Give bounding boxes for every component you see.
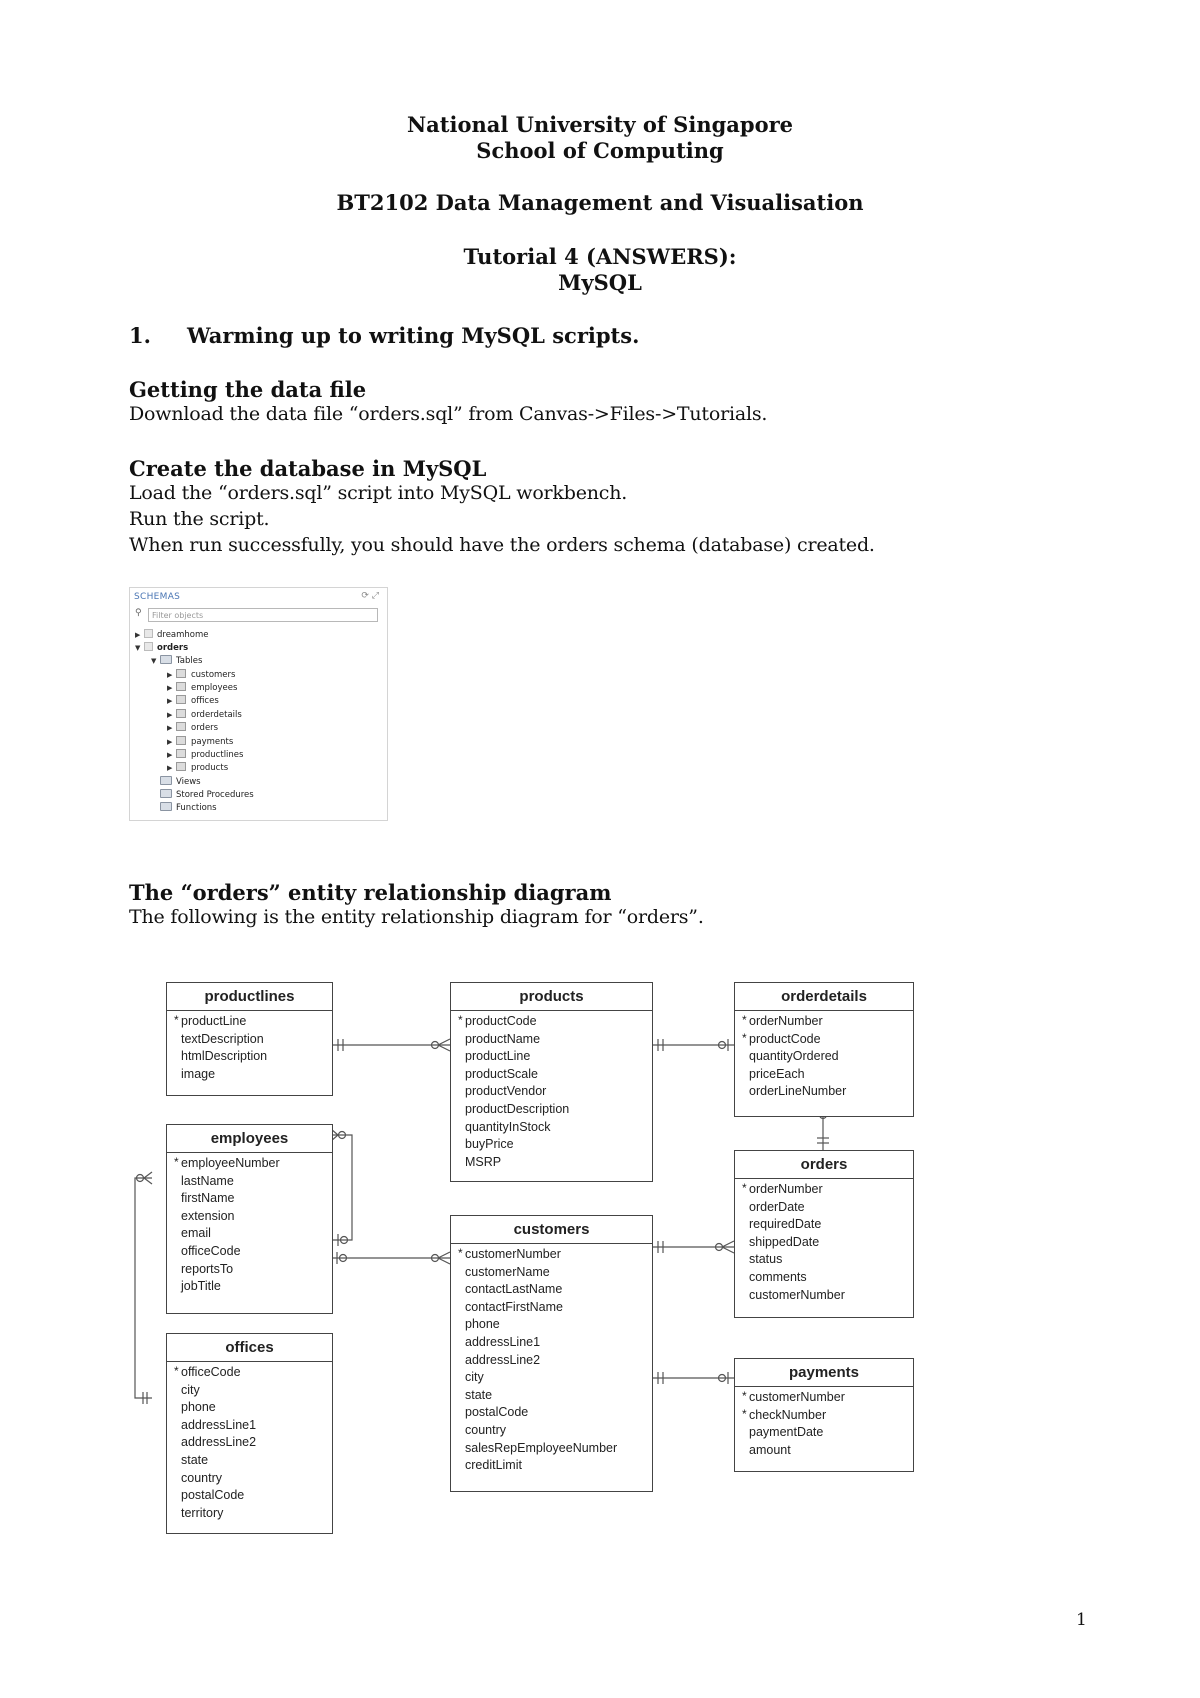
topic-title: MySQL: [558, 270, 642, 295]
entity-offices: offices * officeCode city phone addressLine1 addressLine2 state country postalCode territory: [166, 1333, 333, 1534]
field: quantityOrdered: [749, 1049, 839, 1064]
field: addressLine1: [181, 1417, 257, 1432]
field: salesRepEmployeeNumber: [465, 1440, 618, 1455]
question-number: 1.: [129, 323, 151, 348]
course-title: BT2102 Data Management and Visualisation: [336, 190, 864, 215]
tree-item-dreamhome[interactable]: ▶ dreamhome: [135, 630, 209, 640]
er-diagram: [120, 960, 940, 1540]
field: comments: [749, 1269, 807, 1284]
pk-field: * checkNumber: [749, 1407, 913, 1425]
folder-icon: [160, 776, 172, 785]
field: customerNumber: [749, 1287, 845, 1302]
pk-field: * productLine: [181, 1013, 332, 1031]
tutorial-title: Tutorial 4 (ANSWERS):: [463, 244, 737, 269]
field: contactLastName: [465, 1282, 563, 1297]
field: contactFirstName: [465, 1299, 563, 1314]
folder-icon: [160, 802, 172, 811]
field: city: [181, 1382, 200, 1397]
folder-icon: [160, 789, 172, 798]
question-title: Warming up to writing MySQL scripts.: [187, 323, 640, 348]
field: textDescription: [181, 1031, 264, 1046]
tree-item-table[interactable]: ▶ employees: [167, 683, 238, 693]
tree-item-table[interactable]: ▶ products: [167, 763, 229, 773]
filter-objects-input[interactable]: Filter objects: [148, 608, 378, 622]
expand-arrow-icon[interactable]: ▶: [167, 684, 173, 692]
field: jobTitle: [181, 1279, 221, 1294]
expand-arrow-icon[interactable]: ▶: [167, 738, 173, 746]
field: image: [181, 1066, 216, 1081]
expand-arrow-icon[interactable]: ▶: [167, 751, 173, 759]
tree-item-table[interactable]: ▶ customers: [167, 670, 236, 680]
tree-item-views[interactable]: Views: [160, 776, 201, 789]
field: territory: [181, 1505, 224, 1520]
expand-arrow-icon[interactable]: ▶: [167, 711, 173, 719]
table-icon: [176, 709, 186, 718]
field: priceEach: [749, 1066, 805, 1081]
school-name: School of Computing: [476, 138, 724, 163]
entity-orders: orders * orderNumber orderDate requiredDate shippedDate status comments customerNumber: [734, 1150, 914, 1318]
schema-navigator-panel: [129, 587, 388, 821]
pk-field: * employeeNumber: [181, 1155, 332, 1173]
field: productName: [465, 1031, 541, 1046]
field: quantityInStock: [465, 1119, 551, 1134]
field: htmlDescription: [181, 1049, 268, 1064]
pk-field: * customerNumber: [465, 1246, 652, 1264]
tree-item-tables[interactable]: ▼ Tables: [151, 656, 203, 666]
datafile-heading: Getting the data file: [129, 377, 367, 402]
entity-payments: payments * customerNumber * checkNumber paymentDate amount: [734, 1358, 914, 1472]
create-heading: Create the database in MySQL: [129, 456, 487, 481]
field: phone: [181, 1400, 216, 1415]
tree-item-functions[interactable]: Functions: [160, 802, 217, 815]
expand-arrow-icon[interactable]: ▶: [135, 631, 141, 639]
field: extension: [181, 1208, 235, 1223]
field: creditLimit: [465, 1458, 522, 1473]
field: addressLine2: [181, 1435, 257, 1450]
field: MSRP: [465, 1154, 502, 1169]
tree-item-table[interactable]: ▶ payments: [167, 737, 234, 747]
entity-employees: employees * employeeNumber lastName firstName extension email officeCode reportsTo jobTitle: [166, 1124, 333, 1314]
entity-orderdetails: orderdetails * orderNumber * productCode quantityOrdered priceEach orderLineNumber: [734, 982, 914, 1117]
tree-item-table[interactable]: ▶ offices: [167, 696, 219, 706]
pk-field: * customerNumber: [749, 1389, 913, 1407]
field: productDescription: [465, 1101, 570, 1116]
database-icon: [144, 642, 153, 651]
field: country: [181, 1470, 222, 1485]
field: productLine: [465, 1049, 531, 1064]
field: orderDate: [749, 1199, 805, 1214]
table-icon: [176, 736, 186, 745]
field: orderLineNumber: [749, 1084, 847, 1099]
field: requiredDate: [749, 1217, 822, 1232]
tree-item-orders-db[interactable]: ▼ orders: [135, 643, 189, 653]
entity-products: products * productCode productName productLine productScale productVendor productDescription quantityInStock buyPrice MSRP: [450, 982, 653, 1182]
field: email: [181, 1226, 211, 1241]
field: city: [465, 1370, 484, 1385]
field: reportsTo: [181, 1261, 234, 1276]
field: customerName: [465, 1264, 550, 1279]
tree-item-table[interactable]: ▶ productlines: [167, 750, 244, 760]
pk-field: * officeCode: [181, 1364, 332, 1382]
expand-arrow-icon[interactable]: ▶: [167, 724, 173, 732]
entity-productlines: productlines * productLine textDescription htmlDescription image: [166, 982, 333, 1096]
pk-field: * productCode: [465, 1013, 652, 1031]
erd-text: The following is the entity relationship diagram for “orders”.: [129, 906, 704, 928]
field: buyPrice: [465, 1137, 514, 1152]
schema-panel-header: SCHEMAS: [134, 592, 181, 602]
field: officeCode: [181, 1243, 241, 1258]
field: productScale: [465, 1066, 538, 1081]
field: productVendor: [465, 1084, 547, 1099]
field: state: [465, 1387, 493, 1402]
field: postalCode: [465, 1405, 529, 1420]
pk-field: * orderNumber: [749, 1181, 913, 1199]
table-icon: [176, 682, 186, 691]
database-icon: [144, 629, 153, 638]
table-icon: [176, 762, 186, 771]
field: paymentDate: [749, 1425, 824, 1440]
expand-arrow-icon[interactable]: ▶: [167, 697, 173, 705]
field: amount: [749, 1442, 791, 1457]
search-icon: ⚲: [135, 608, 142, 618]
field: lastName: [181, 1173, 234, 1188]
erd-heading: The “orders” entity relationship diagram: [129, 880, 612, 905]
entity-customers: customers * customerNumber customerName contactLastName contactFirstName phone addressLine1 addressLine2 city state postalCode country salesRepEmployeeNumber creditLimit: [450, 1215, 653, 1492]
folder-icon: [160, 655, 172, 664]
table-icon: [176, 749, 186, 758]
table-icon: [176, 722, 186, 731]
expand-arrow-icon[interactable]: ▶: [167, 671, 173, 679]
field: addressLine1: [465, 1334, 541, 1349]
field: country: [465, 1422, 506, 1437]
collapse-arrow-icon[interactable]: ▼: [135, 644, 141, 652]
field: status: [749, 1252, 783, 1267]
page-number: 1: [1076, 1610, 1087, 1630]
table-icon: [176, 669, 186, 678]
refresh-icon[interactable]: ⟳ ⤢: [361, 591, 379, 601]
expand-arrow-icon[interactable]: ▶: [167, 764, 173, 772]
pk-field: * productCode: [749, 1031, 913, 1049]
field: shippedDate: [749, 1234, 820, 1249]
field: postalCode: [181, 1488, 245, 1503]
create-line-3: When run successfully, you should have the orders schema (database) created.: [129, 534, 875, 556]
field: state: [181, 1452, 209, 1467]
field: firstName: [181, 1191, 235, 1206]
datafile-text: Download the data file “orders.sql” from Canvas->Files->Tutorials.: [129, 403, 768, 425]
field: addressLine2: [465, 1352, 541, 1367]
tree-item-stored-procedures[interactable]: Stored Procedures: [160, 789, 254, 802]
tree-item-table[interactable]: ▶ orders: [167, 723, 219, 733]
tree-item-table[interactable]: ▶ orderdetails: [167, 710, 242, 720]
field: phone: [465, 1317, 500, 1332]
collapse-arrow-icon[interactable]: ▼: [151, 657, 157, 665]
university-name: National University of Singapore: [406, 112, 794, 137]
create-line-2: Run the script.: [129, 508, 270, 530]
pk-field: * orderNumber: [749, 1013, 913, 1031]
table-icon: [176, 695, 186, 704]
create-line-1: Load the “orders.sql” script into MySQL workbench.: [129, 482, 628, 504]
